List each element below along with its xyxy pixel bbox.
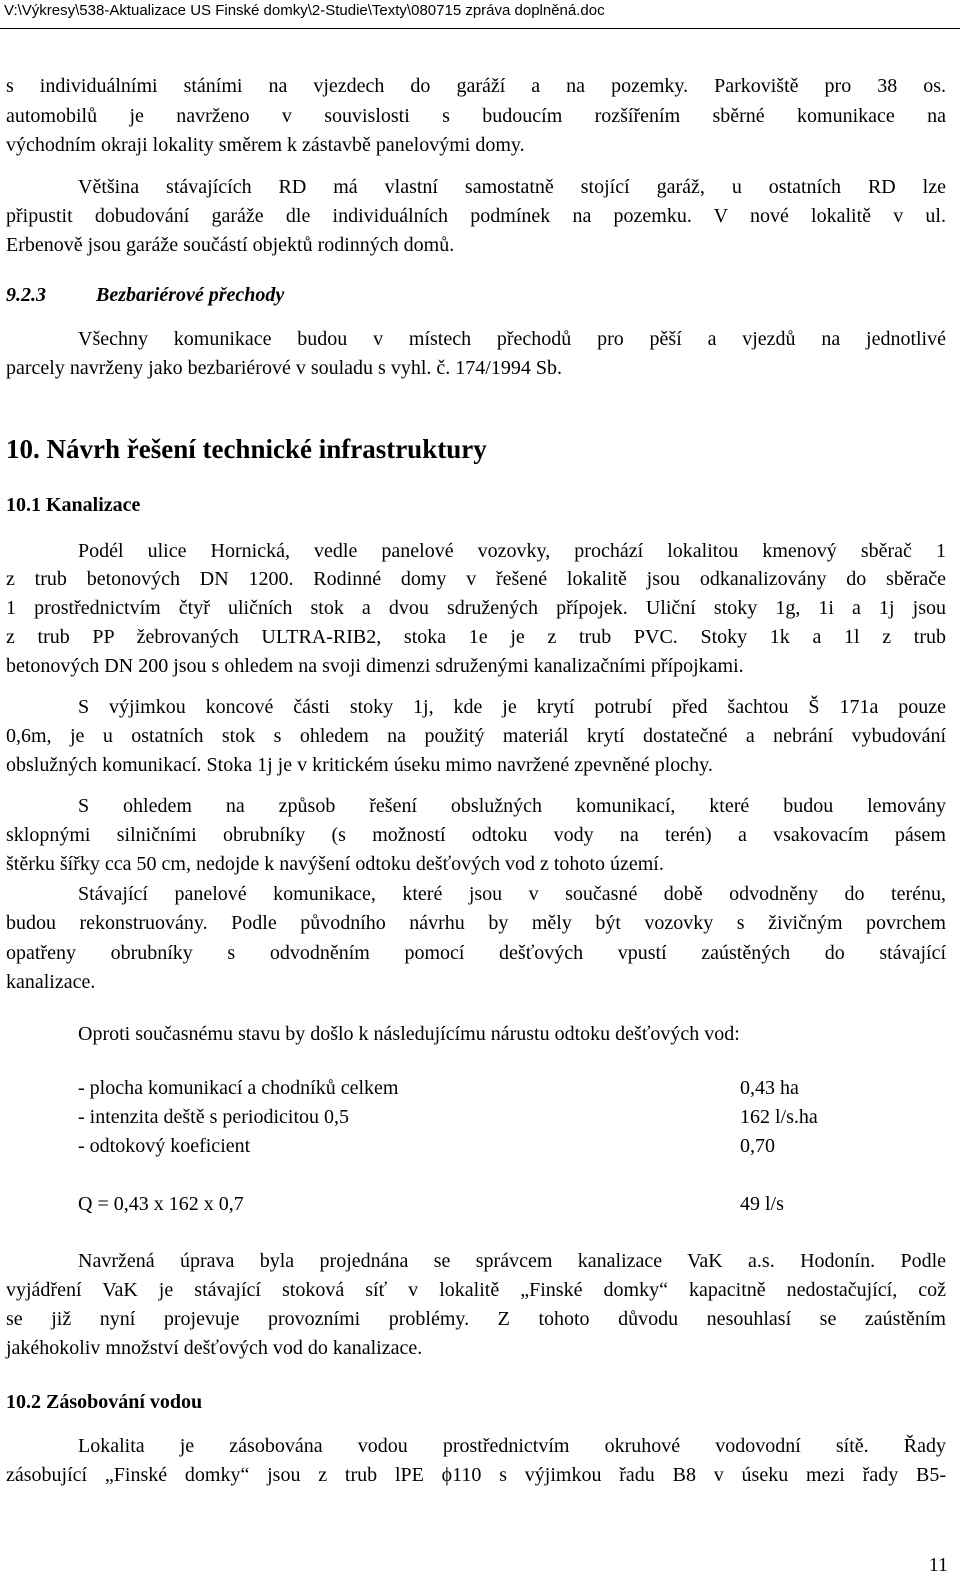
- file-path-header: V:\Výkresy\538-Aktualizace US Finské domky\2-Studie\Texty\080715 zpráva doplněná.doc: [4, 2, 605, 19]
- text-line: Erbenově jsou garáže součástí objektů rodinných domů.: [6, 234, 455, 256]
- text-line: S ohledem na způsob řešení obslužných komunikací, které budou lemovány: [78, 795, 946, 817]
- text-line: východním okraji lokality směrem k zástavbě panelovými domy.: [6, 134, 525, 156]
- section-heading-9-2-3: [6, 284, 285, 307]
- chapter-heading-10: 10. Návrh řešení technické infrastruktury: [6, 434, 487, 464]
- text-line: sklopnými silničními obrubníky (s možností odtoku vody na terén) a vsakovacím pásem: [6, 824, 946, 846]
- header-divider: [0, 28, 960, 29]
- text-line: připustit dobudování garáže dle individuálních podmínek na pozemku. V nové lokalitě v ul.: [6, 205, 946, 227]
- text-line: parcely navrženy jako bezbariérové v souladu s vyhl. č. 174/1994 Sb.: [6, 357, 562, 379]
- text-line: Lokalita je zásobována vodou prostřednictvím okruhové vodovodní sítě. Řady: [78, 1435, 946, 1457]
- runoff-value: 162 l/s.ha: [740, 1106, 818, 1128]
- section-title: Bezbariérové přechody: [96, 284, 285, 306]
- text-line: s individuálními stáními na vjezdech do garáží a na pozemky. Parkoviště pro 38 os.: [6, 75, 946, 97]
- runoff-result: 49 l/s: [740, 1193, 784, 1215]
- text-line: Většina stávajících RD má vlastní samostatně stojící garáž, u ostatních RD lze: [78, 176, 946, 198]
- text-line: S výjimkou koncové části stoky 1j, kde je krytí potrubí před šachtou Š 171a pouze: [78, 696, 946, 718]
- runoff-value: 0,70: [740, 1135, 775, 1157]
- runoff-formula: Q = 0,43 x 162 x 0,7: [78, 1193, 244, 1215]
- text-line: Všechny komunikace budou v místech přechodů pro pěší a vjezdů na jednotlivé: [78, 328, 946, 350]
- runoff-value: 0,43 ha: [740, 1077, 799, 1099]
- page-number: 11: [928, 1554, 948, 1576]
- section-heading-10-2: 10.2 Zásobování vodou: [6, 1391, 203, 1413]
- text-line: Oproti současnému stavu by došlo k následujícímu nárustu odtoku dešťových vod:: [78, 1023, 740, 1045]
- text-line: automobilů je navrženo v souvislosti s budoucím rozšířením sběrné komunikace na: [6, 105, 946, 127]
- text-line: 0,6m, je u ostatních stok s ohledem na použitý materiál krytí dostatečné a nebrání vybudování: [6, 725, 946, 747]
- text-line: z trub betonových DN 1200. Rodinné domy v řešené lokalitě jsou odkanalizovány do sběrače: [6, 568, 946, 590]
- text-line: jakéhokoliv množství dešťových vod do kanalizace.: [6, 1337, 423, 1359]
- text-line: obslužných komunikací. Stoka 1j je v kritickém úseku mimo navržené zpevněné plochy.: [6, 754, 713, 776]
- text-line: betonových DN 200 jsou s ohledem na svoji dimenzi sdruženými kanalizačními přípojkami.: [6, 655, 744, 677]
- text-line: z trub PP žebrovaných ULTRA-RIB2, stoka 1e je z trub PVC. Stoky 1k a 1l z trub: [6, 626, 946, 648]
- section-number: 9.2.3: [6, 284, 46, 306]
- text-line: Stávající panelové komunikace, které jsou v současné době odvodněny do terénu,: [78, 883, 946, 905]
- text-line: budou rekonstruovány. Podle původního návrhu by měly být vozovky s živičným povrchem: [6, 912, 946, 934]
- runoff-label: - plocha komunikací a chodníků celkem: [78, 1077, 399, 1099]
- text-line: štěrku šířky cca 50 cm, nedojde k navýšení odtoku dešťových vod z tohoto území.: [6, 853, 664, 875]
- runoff-label: - intenzita deště s periodicitou 0,5: [78, 1106, 350, 1128]
- text-line: Podél ulice Hornická, vedle panelové vozovky, prochází lokalitou kmenový sběrač 1: [78, 540, 946, 562]
- text-line: Navržená úprava byla projednána se správcem kanalizace VaK a.s. Hodonín. Podle: [78, 1250, 946, 1272]
- runoff-label: - odtokový koeficient: [78, 1135, 251, 1157]
- text-line: zásobující „Finské domky“ jsou z trub lPE ϕ110 s výjimkou řadu B8 v úseku mezi řady B5-: [6, 1464, 946, 1486]
- text-line: se již nyní projevuje provozními problémy. Z tohoto důvodu nesouhlasí se zaústěním: [6, 1308, 946, 1330]
- text-line: kanalizace.: [6, 971, 96, 993]
- section-heading-10-1: 10.1 Kanalizace: [6, 494, 141, 516]
- text-line: opatřeny obrubníky s odvodněním pomocí dešťových vpustí zaústěných do stávající: [6, 942, 946, 964]
- text-line: 1 prostřednictvím čtyř uličních stok a dvou sdružených přípojek. Uliční stoky 1g, 1i a 1j jsou: [6, 597, 946, 619]
- text-line: vyjádření VaK je stávající stoková síť v lokalitě „Finské domky“ kapacitně nedostačující, což: [6, 1279, 946, 1301]
